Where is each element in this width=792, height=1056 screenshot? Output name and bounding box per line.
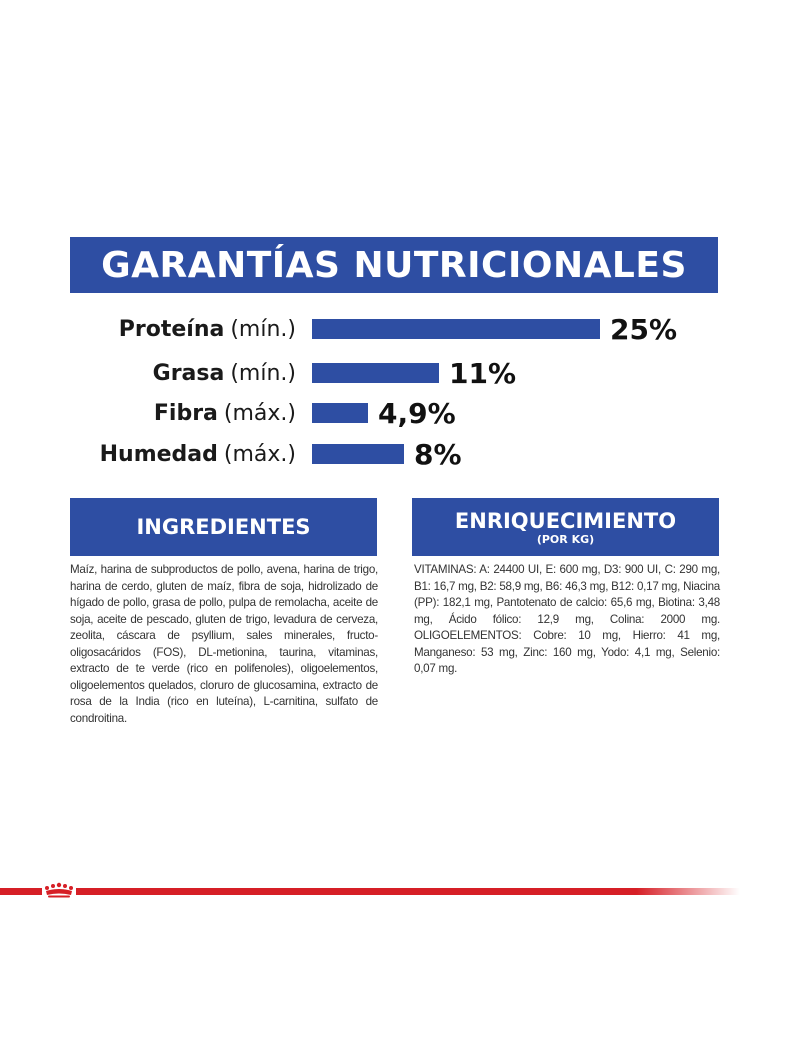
nutrient-row-fiber	[0, 393, 792, 433]
ingredients-title: INGREDIENTES	[136, 515, 311, 539]
nutrient-label	[119, 309, 296, 349]
enrichment-title: ENRIQUECIMIENTO	[454, 508, 677, 533]
nutrient-label	[154, 393, 296, 433]
nutrient-name: Grasa	[152, 360, 225, 386]
nutrient-value: 25%	[610, 312, 678, 346]
nutrient-name: Humedad	[99, 441, 218, 467]
ingredients-header	[70, 498, 377, 556]
nutrient-value: 11%	[449, 356, 517, 390]
nutrient-qualifier: (máx.)	[223, 400, 296, 426]
crown-icon	[42, 880, 76, 900]
ingredients-text: Maíz, harina de subproductos de pollo, avena, harina de trigo, harina de cerdo, gluten de maíz, fibra de soja, hidrolizado de hígado de pollo, grasa de pollo, pulpa de remolacha, aceite de soja, aceite de pescado, gluten de trigo, levadura de cerveza, zeolita, cáscara de psyllium, sales minerales, fructo-oligosacáridos (FOS), DL-metionina, taurina, vitaminas, extracto de te verde (rico en polifenoles), oligoelementos, oligoelementos quelados, cloruro de glucosamina, extracto de rosa de la India (rico en luteína), L-carnitina, sulfato de condroitina.	[70, 563, 378, 725]
nutrient-label	[153, 353, 296, 393]
nutrient-row-protein	[0, 309, 792, 349]
footer-red-line	[0, 886, 740, 896]
nutrient-qualifier: (mín.)	[230, 360, 296, 386]
nutrient-name: Fibra	[153, 400, 218, 426]
nutrient-name: Proteína	[118, 316, 225, 342]
enrichment-text: VITAMINAS: A: 24400 UI, E: 600 mg, D3: 900 UI, C: 290 mg, B1: 16,7 mg, B2: 58,9 mg, B6: 46,3 mg, B12: 0,17 mg, Niacina (PP): 182,1 mg, Pantotenato de calcio: 65,6 mg, Biotina: 3,48 mg, Ácido fólico: 12,9 mg, Colina: 2000 mg. OLIGOELEMENTOS: Cobre: 10 mg, Hierro: 41 mg, Manganeso: 53 mg, Zinc: 160 mg, Yodo: 4,1 mg, Selenio: 0,07 mg.	[414, 563, 720, 675]
nutrient-value: 4,9%	[378, 396, 456, 430]
nutrient-label	[100, 434, 296, 474]
enrichment-subtitle: (POR KG)	[536, 532, 595, 546]
nutrient-value: 8%	[414, 437, 462, 471]
nutrition-title-banner	[70, 237, 718, 293]
nutrient-qualifier: (máx.)	[223, 441, 296, 467]
nutrient-row-moisture	[0, 434, 792, 474]
page-title: GARANTÍAS NUTRICIONALES	[101, 244, 687, 286]
nutrient-bar	[312, 444, 404, 464]
nutrient-qualifier: (mín.)	[230, 316, 296, 342]
nutrient-bar	[312, 403, 368, 423]
enrichment-header	[412, 498, 719, 556]
nutrient-bar	[312, 363, 439, 383]
nutrient-row-fat	[0, 353, 792, 393]
nutrient-bar	[312, 319, 600, 339]
